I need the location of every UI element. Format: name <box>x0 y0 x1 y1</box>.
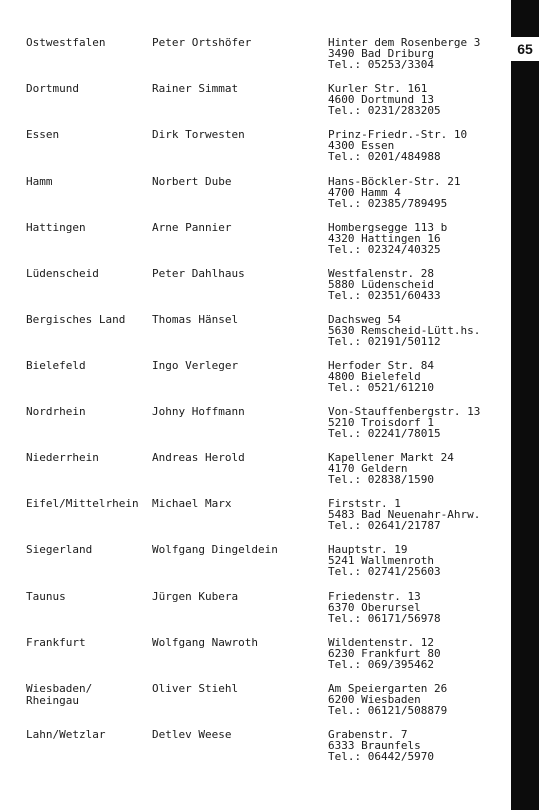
city: 5241 Wallmenroth <box>328 554 434 567</box>
page-number: 65 <box>511 37 539 61</box>
address-block <box>328 129 510 162</box>
city: 4320 Hattingen 16 <box>328 232 441 245</box>
page-edge-bar <box>511 0 539 810</box>
phone: Tel.: 02741/25603 <box>328 565 441 578</box>
phone: Tel.: 05253/3304 <box>328 58 434 71</box>
city: 5880 Lüdenscheid <box>328 278 434 291</box>
address-block <box>328 591 510 624</box>
contact-name: Wolfgang Dingeldein <box>152 543 278 556</box>
region-name: Bielefeld <box>26 359 86 372</box>
street: Dachsweg 54 <box>328 313 401 326</box>
region-name: Eifel/Mittelrhein <box>26 497 139 510</box>
list-item <box>0 683 511 725</box>
city: 6333 Braunfels <box>328 739 421 752</box>
street: Kurler Str. 161 <box>328 82 428 95</box>
region-name: Hattingen <box>26 221 86 234</box>
contact-name: Arne Pannier <box>152 221 232 234</box>
street: Friedenstr. 13 <box>328 590 421 603</box>
phone: Tel.: 02241/78015 <box>328 427 441 440</box>
region-name: Siegerland <box>26 543 93 556</box>
phone: Tel.: 0521/61210 <box>328 381 434 394</box>
city: 4800 Bielefeld <box>328 370 421 383</box>
contact-name: Peter Dahlhaus <box>152 267 245 280</box>
city: 6230 Frankfurt 80 <box>328 647 441 660</box>
address-block <box>328 314 510 347</box>
list-item <box>0 544 511 586</box>
address-block <box>328 544 510 577</box>
phone: Tel.: 06442/5970 <box>328 750 434 763</box>
phone: Tel.: 069/395462 <box>328 658 434 671</box>
address-block <box>328 683 510 716</box>
street: Firststr. 1 <box>328 497 401 510</box>
region-name: Ostwestfalen <box>26 36 106 49</box>
region-name: Nordrhein <box>26 405 86 418</box>
address-block <box>328 37 510 70</box>
region-name: Lahn/Wetzlar <box>26 728 106 741</box>
region-name: Hamm <box>26 175 53 188</box>
street: Hans-Böckler-Str. 21 <box>328 175 461 188</box>
phone: Tel.: 02641/21787 <box>328 519 441 532</box>
list-item <box>0 83 511 125</box>
contact-name: Rainer Simmat <box>152 82 239 95</box>
region-name: Essen <box>26 128 60 141</box>
phone: Tel.: 06121/508879 <box>328 704 448 717</box>
phone: Tel.: 02351/60433 <box>328 289 441 302</box>
street: Kapellener Markt 24 <box>328 451 454 464</box>
list-item <box>0 129 511 171</box>
city: 4700 Hamm 4 <box>328 186 401 199</box>
address-block <box>328 498 510 531</box>
address-block <box>328 452 510 485</box>
street: Hinter dem Rosenberge 3 <box>328 36 481 49</box>
contact-name: Peter Ortshöfer <box>152 36 252 49</box>
address-block <box>328 268 510 301</box>
region-name: Niederrhein <box>26 451 99 464</box>
region-name: Dortmund <box>26 82 79 95</box>
address-block <box>328 637 510 670</box>
city: 5630 Remscheid-Lütt.hs. <box>328 324 481 337</box>
list-item <box>0 729 511 771</box>
address-block <box>328 729 510 762</box>
street: Grabenstr. 7 <box>328 728 408 741</box>
city: 4170 Geldern <box>328 462 408 475</box>
list-item <box>0 452 511 494</box>
city: 4600 Dortmund 13 <box>328 93 434 106</box>
region-name: Taunus <box>26 590 66 603</box>
list-item <box>0 406 511 448</box>
city: 6370 Oberursel <box>328 601 421 614</box>
city: 5210 Troisdorf 1 <box>328 416 434 429</box>
list-item <box>0 314 511 356</box>
region-name: Wiesbaden/ Rheingau <box>26 682 93 707</box>
list-item <box>0 498 511 540</box>
city: 3490 Bad Driburg <box>328 47 434 60</box>
street: Am Speiergarten 26 <box>328 682 448 695</box>
phone: Tel.: 02191/50112 <box>328 335 441 348</box>
contact-name: Oliver Stiehl <box>152 682 239 695</box>
phone: Tel.: 02385/789495 <box>328 197 448 210</box>
region-name: Lüdenscheid <box>26 267 99 280</box>
city: 5483 Bad Neuenahr-Ahrw. <box>328 508 481 521</box>
street: Prinz-Friedr.-Str. 10 <box>328 128 468 141</box>
contact-name: Thomas Hänsel <box>152 313 239 326</box>
phone: Tel.: 0201/484988 <box>328 150 441 163</box>
phone: Tel.: 02838/1590 <box>328 473 434 486</box>
street: Herfoder Str. 84 <box>328 359 434 372</box>
address-block <box>328 83 510 116</box>
contact-name: Jürgen Kubera <box>152 590 239 603</box>
city: 6200 Wiesbaden <box>328 693 421 706</box>
street: Westfalenstr. 28 <box>328 267 434 280</box>
list-item <box>0 176 511 218</box>
address-block <box>328 360 510 393</box>
contact-name: Andreas Herold <box>152 451 245 464</box>
contact-name: Wolfgang Nawroth <box>152 636 258 649</box>
phone: Tel.: 06171/56978 <box>328 612 441 625</box>
list-item <box>0 591 511 633</box>
list-item <box>0 360 511 402</box>
region-name: Frankfurt <box>26 636 86 649</box>
contact-name: Michael Marx <box>152 497 232 510</box>
contact-name: Norbert Dube <box>152 175 232 188</box>
phone: Tel.: 02324/40325 <box>328 243 441 256</box>
address-block <box>328 222 510 255</box>
street: Hombergsegge 113 b <box>328 221 448 234</box>
address-block <box>328 406 510 439</box>
list-item <box>0 637 511 679</box>
region-name: Bergisches Land <box>26 313 126 326</box>
street: Hauptstr. 19 <box>328 543 408 556</box>
list-item <box>0 268 511 310</box>
contact-name: Detlev Weese <box>152 728 232 741</box>
phone: Tel.: 0231/283205 <box>328 104 441 117</box>
city: 4300 Essen <box>328 139 395 152</box>
street: Von-Stauffenbergstr. 13 <box>328 405 481 418</box>
list-item <box>0 222 511 264</box>
contact-name: Dirk Torwesten <box>152 128 245 141</box>
address-block <box>328 176 510 209</box>
contact-name: Ingo Verleger <box>152 359 239 372</box>
contact-name: Johny Hoffmann <box>152 405 245 418</box>
street: Wildentenstr. 12 <box>328 636 434 649</box>
list-item <box>0 37 511 79</box>
